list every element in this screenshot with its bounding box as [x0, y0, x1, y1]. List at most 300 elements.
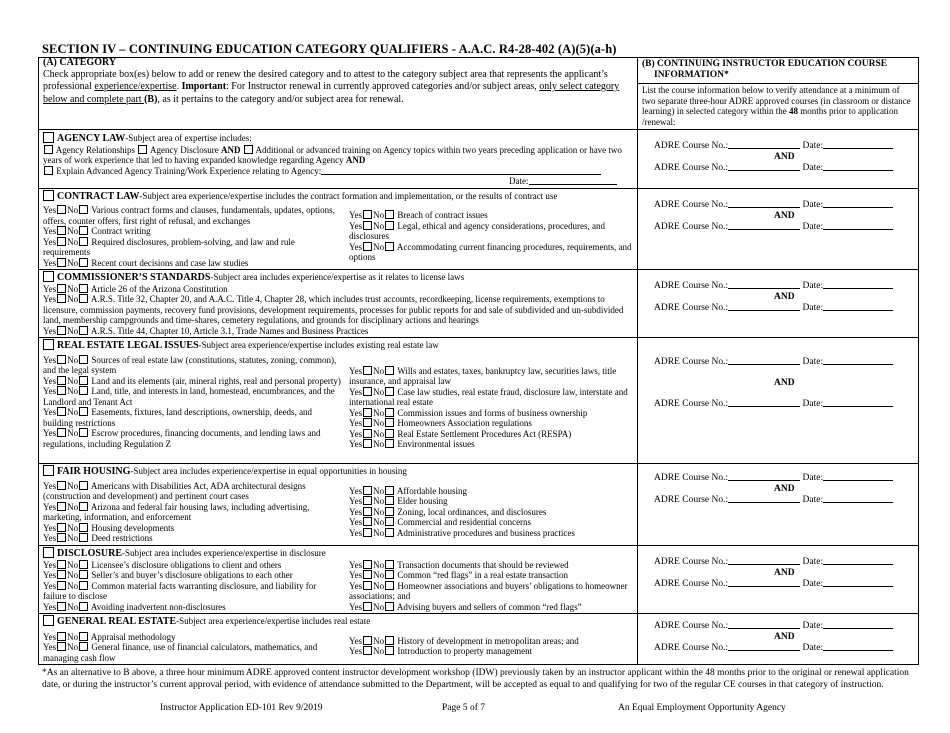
yes-checkbox[interactable]: [363, 602, 372, 611]
no-checkbox[interactable]: [385, 496, 394, 505]
yes-checkbox[interactable]: [363, 517, 372, 526]
yes-label: Yes: [349, 527, 363, 538]
legal-issues-checkbox[interactable]: [43, 339, 54, 350]
no-checkbox[interactable]: [385, 439, 394, 448]
date-label: Date:: [802, 141, 824, 151]
yes-label: Yes: [43, 631, 57, 642]
general-real-estate-title: GENERAL REAL ESTATE: [57, 616, 177, 627]
no-checkbox[interactable]: [385, 507, 394, 516]
disclosure-course-cell: [638, 546, 919, 614]
fair-housing-title: FAIR HOUSING: [57, 466, 131, 477]
course-no-field[interactable]: [728, 364, 800, 365]
course-no-field[interactable]: [728, 564, 800, 565]
subject-item-text: Zoning, local ordinances, and disclosures: [397, 506, 547, 517]
agency-date-field[interactable]: [529, 184, 617, 185]
subject-item-text: Housing developments: [91, 522, 175, 533]
date-label: Date:: [802, 281, 824, 291]
subject-item-text: Various contract forms and clauses, fundamentals, updates, options, offers, counter offers, first right of refusal, and exchanges: [43, 205, 335, 226]
yes-checkbox[interactable]: [363, 646, 372, 655]
no-checkbox[interactable]: [79, 284, 88, 293]
no-label: No: [67, 559, 79, 570]
yes-label: Yes: [43, 386, 57, 396]
subject-item: [43, 258, 341, 269]
course-no-label: ADRE Course No.:: [654, 281, 729, 291]
date-field[interactable]: [823, 229, 893, 230]
disclosure-desc: -Subject area includes experience/expertise in disclosure: [122, 548, 326, 558]
subject-item-text: Contract writing: [91, 226, 151, 236]
yes-checkbox[interactable]: [57, 226, 66, 235]
date-field[interactable]: [823, 288, 893, 289]
course-no-label: ADRE Course No.:: [654, 579, 729, 589]
commissioner-standards-title: COMMISSIONER’S STANDARDS: [57, 272, 211, 283]
subject-item: [349, 418, 633, 429]
no-checkbox[interactable]: [385, 366, 394, 375]
commissioner-standards-checkbox[interactable]: [43, 271, 54, 282]
course-no-field[interactable]: [728, 288, 800, 289]
agency-law-checkbox[interactable]: [43, 132, 54, 143]
agency-law-course-cell: [638, 130, 919, 189]
agency-disclosure-checkbox[interactable]: [138, 145, 147, 154]
yes-label: Yes: [43, 601, 57, 612]
subject-item-text: Required disclosures, problem-solving, and law and rule requirements: [43, 236, 295, 257]
course-no-label: ADRE Course No.:: [654, 357, 729, 367]
explain-agency-label: Explain Advanced Agency Training/Work Experience relating to Agency:: [56, 165, 322, 176]
subject-item: [43, 376, 341, 387]
subject-item: [349, 429, 633, 440]
subject-item-text: Commercial and residential concerns: [397, 517, 532, 527]
no-checkbox[interactable]: [79, 407, 88, 416]
yes-checkbox[interactable]: [363, 387, 372, 396]
date-field[interactable]: [823, 502, 893, 503]
commissioner-standards-cell: [39, 270, 638, 338]
yes-checkbox[interactable]: [57, 428, 66, 437]
course-entry-block: [642, 141, 914, 174]
yes-checkbox[interactable]: [57, 481, 66, 490]
no-checkbox[interactable]: [79, 376, 88, 385]
subject-item: [43, 523, 341, 534]
yes-checkbox[interactable]: [363, 496, 372, 505]
no-checkbox[interactable]: [79, 642, 88, 651]
date-field[interactable]: [823, 310, 893, 311]
subject-item: [43, 560, 341, 571]
no-checkbox[interactable]: [79, 523, 88, 532]
subject-item-text: General finance, use of financial calculators, mathematics, and managing cash flow: [43, 642, 318, 663]
no-label: No: [373, 241, 385, 252]
course-no-field[interactable]: [728, 406, 800, 407]
contract-law-desc: -Subject area experience/expertise includes the contract formation and implementation, or the results of contract use: [139, 190, 558, 201]
subject-item: [349, 408, 633, 419]
yes-checkbox[interactable]: [363, 439, 372, 448]
subject-item: [349, 387, 633, 408]
no-checkbox[interactable]: [385, 486, 394, 495]
yes-label: Yes: [349, 210, 363, 220]
subject-item-text: Environmental issues: [397, 439, 475, 449]
yes-checkbox[interactable]: [57, 523, 66, 532]
no-label: No: [67, 236, 79, 247]
disclosure-left-list: [43, 560, 345, 613]
no-checkbox[interactable]: [79, 632, 88, 641]
subject-item: [349, 602, 633, 613]
and-label: AND: [345, 155, 366, 165]
no-label: No: [373, 570, 385, 580]
explain-agency-checkbox[interactable]: [44, 166, 53, 175]
agency-disclosure-label: Agency Disclosure: [150, 144, 219, 155]
yes-label: Yes: [349, 220, 363, 231]
general-real-estate-desc: -Subject area experience/expertise includes real estate: [176, 616, 371, 626]
subject-item-text: Advising buyers and sellers of common “red flags”: [396, 601, 582, 612]
no-checkbox[interactable]: [79, 560, 88, 569]
no-checkbox[interactable]: [79, 481, 88, 490]
yes-checkbox[interactable]: [57, 205, 66, 214]
no-label: No: [67, 570, 79, 580]
date-label: Date:: [802, 303, 824, 313]
yes-checkbox[interactable]: [57, 237, 66, 246]
yes-checkbox[interactable]: [57, 602, 66, 611]
yes-label: Yes: [349, 386, 363, 397]
no-label: No: [67, 283, 79, 294]
yes-label: Yes: [349, 418, 363, 428]
agency-law-cell: [39, 130, 638, 189]
yes-label: Yes: [349, 496, 363, 506]
yes-label: Yes: [349, 485, 363, 496]
disclosure-title: DISCLOSURE: [57, 548, 123, 559]
fair-left-list: [43, 481, 345, 544]
subject-item-text: History of development in metropolitan areas; and: [397, 635, 579, 646]
footnote: *As an alternative to B above, a three hour minimum ADRE approved content instructor development workshop (IDW) previously taken by an instructor applicant within the 48 months prior to the original or renewal application date, or during the instructor’s current approval period, with evidence of attendance submitted to the Department, will be accepted as equal to and qualifying for two of the regular CE courses in that category of instruction.: [42, 668, 909, 690]
no-checkbox[interactable]: [385, 242, 394, 251]
date-label: Date:: [802, 643, 824, 653]
date-field[interactable]: [823, 564, 893, 565]
no-label: No: [67, 428, 79, 438]
yes-label: Yes: [349, 570, 363, 580]
course-no-field[interactable]: [728, 148, 800, 149]
no-checkbox[interactable]: [385, 636, 394, 645]
subject-item-text: Common “red flags” in a real estate transaction: [397, 570, 569, 580]
subject-item-text: Wills and estates, taxes, bankruptcy law, securities laws, title insurance, and appraisal law: [349, 365, 617, 386]
course-no-label: ADRE Course No.:: [654, 221, 729, 232]
yes-checkbox[interactable]: [57, 294, 66, 303]
course-no-label: ADRE Course No.:: [654, 557, 729, 567]
subject-item-text: Introduction to property management: [397, 646, 533, 656]
yes-checkbox[interactable]: [363, 581, 372, 590]
course-no-field[interactable]: [728, 310, 800, 311]
yes-checkbox[interactable]: [57, 355, 66, 364]
contract-left-list: [43, 205, 345, 268]
yes-label: Yes: [43, 559, 57, 570]
no-checkbox[interactable]: [385, 517, 394, 526]
no-checkbox[interactable]: [79, 355, 88, 364]
disclosure-checkbox[interactable]: [43, 547, 54, 558]
subject-item-text: Homeowners Association regulations: [397, 418, 532, 428]
date-label: Date:: [802, 399, 824, 409]
no-checkbox[interactable]: [385, 429, 394, 438]
yes-checkbox[interactable]: [57, 502, 66, 511]
subject-item: [43, 502, 341, 523]
subject-item-text: Legal, ethical and agency considerations, procedures, and disclosures: [349, 220, 606, 241]
no-label: No: [67, 407, 79, 417]
no-label: No: [373, 220, 385, 231]
yes-label: Yes: [43, 226, 57, 236]
no-checkbox[interactable]: [79, 502, 88, 511]
yes-label: Yes: [349, 635, 363, 646]
yes-checkbox[interactable]: [363, 528, 372, 537]
no-checkbox[interactable]: [79, 226, 88, 235]
yes-label: Yes: [43, 533, 57, 543]
no-label: No: [67, 533, 79, 543]
yes-checkbox[interactable]: [363, 486, 372, 495]
advanced-agency-label: Additional or advanced training on Agency topics within two years preceding application or have two years of work experience that led to having expanded knowledge regarding Agency: [43, 144, 622, 165]
fair-right-list: [345, 481, 633, 544]
no-checkbox[interactable]: [79, 326, 88, 335]
no-checkbox[interactable]: [385, 570, 394, 579]
no-label: No: [373, 527, 385, 538]
date-label: Date:: [802, 199, 824, 210]
subject-item: [43, 284, 633, 295]
yes-checkbox[interactable]: [57, 560, 66, 569]
and-label: AND: [774, 378, 795, 388]
yes-checkbox[interactable]: [363, 366, 372, 375]
no-label: No: [373, 365, 385, 376]
section-title: SECTION IV – CONTINUING EDUCATION CATEGORY QUALIFIERS - A.A.C. R4-28-402 (A)(5)(a-h): [42, 42, 617, 56]
no-checkbox[interactable]: [385, 646, 394, 655]
subject-item: [43, 533, 341, 544]
yes-checkbox[interactable]: [363, 560, 372, 569]
course-no-field[interactable]: [728, 229, 800, 230]
yes-label: Yes: [349, 428, 363, 439]
subject-item-text: Easements, fixtures, land descriptions, ownership, deeds, and building restrictions: [43, 407, 313, 428]
no-label: No: [67, 205, 79, 215]
no-checkbox[interactable]: [385, 528, 394, 537]
date-field[interactable]: [823, 628, 893, 629]
yes-checkbox[interactable]: [57, 533, 66, 542]
no-checkbox[interactable]: [79, 237, 88, 246]
no-label: No: [373, 485, 385, 496]
yes-label: Yes: [43, 480, 57, 491]
course-no-field[interactable]: [728, 207, 800, 208]
no-checkbox[interactable]: [79, 581, 88, 590]
course-no-field[interactable]: [728, 650, 800, 651]
yes-label: Yes: [43, 428, 57, 438]
yes-checkbox[interactable]: [57, 632, 66, 641]
date-field[interactable]: [823, 148, 893, 149]
and-label: AND: [774, 632, 795, 642]
no-checkbox[interactable]: [385, 581, 394, 590]
agency-date-label: Date:: [509, 176, 529, 186]
footer-agency: An Equal Employment Opportunity Agency: [618, 703, 786, 713]
subject-item: [43, 226, 341, 237]
legal-issues-course-cell: [638, 338, 919, 464]
no-checkbox[interactable]: [385, 418, 394, 427]
no-label: No: [67, 325, 79, 336]
no-checkbox[interactable]: [385, 408, 394, 417]
no-checkbox[interactable]: [385, 602, 394, 611]
no-checkbox[interactable]: [385, 210, 394, 219]
no-checkbox[interactable]: [79, 294, 88, 303]
commissioner-course-cell: [638, 270, 919, 338]
yes-checkbox[interactable]: [57, 407, 66, 416]
no-label: No: [373, 635, 385, 646]
yes-label: Yes: [43, 522, 57, 533]
yes-checkbox[interactable]: [363, 636, 372, 645]
yes-checkbox[interactable]: [57, 386, 66, 395]
course-entry-block: [642, 557, 914, 590]
no-label: No: [67, 386, 79, 396]
advanced-agency-checkbox[interactable]: [244, 145, 253, 154]
subject-item-text: Administrative procedures and business practices: [396, 527, 575, 538]
and-label: AND: [774, 484, 795, 494]
subject-item: [349, 570, 633, 581]
yes-label: Yes: [43, 580, 57, 591]
course-no-label: ADRE Course No.:: [654, 643, 729, 653]
footer-form-id: Instructor Application ED-101 Rev 9/2019: [160, 703, 323, 713]
date-field[interactable]: [823, 650, 893, 651]
date-field[interactable]: [823, 586, 893, 587]
and-label: AND: [221, 144, 241, 155]
yes-label: Yes: [43, 354, 57, 365]
contract-law-title: CONTRACT LAW: [57, 190, 140, 202]
yes-label: Yes: [349, 601, 363, 612]
subject-item-text: A.R.S. Title 44, Chapter 10, Article 3.1, Trade Names and Business Practices: [90, 325, 369, 336]
yes-checkbox[interactable]: [57, 376, 66, 385]
commissioner-standards-desc: -Subject area includes experience/expertise as it relates to license laws: [210, 272, 465, 282]
yes-checkbox[interactable]: [57, 570, 66, 579]
date-field[interactable]: [823, 480, 893, 481]
no-label: No: [373, 386, 385, 397]
yes-checkbox[interactable]: [57, 581, 66, 590]
footer-page-number: Page 5 of 7: [442, 703, 486, 713]
no-label: No: [373, 601, 385, 612]
yes-label: Yes: [349, 517, 363, 527]
no-label: No: [373, 407, 385, 418]
yes-label: Yes: [43, 325, 57, 336]
subject-item-text: Homeowner associations and buyers’ obligations to homeowner associations; and: [349, 580, 628, 601]
subject-item-text: Accommodating current financing procedures, requirements, and options: [349, 241, 632, 262]
no-checkbox[interactable]: [79, 602, 88, 611]
date-field[interactable]: [823, 207, 893, 208]
subject-item-text: Avoiding inadvertent non-disclosures: [90, 601, 226, 612]
agency-relationships-checkbox[interactable]: [44, 145, 53, 154]
yes-checkbox[interactable]: [57, 258, 66, 267]
subject-item: [43, 407, 341, 428]
contract-law-checkbox[interactable]: [43, 190, 54, 201]
course-no-label: ADRE Course No.:: [654, 303, 729, 313]
no-checkbox[interactable]: [79, 258, 88, 267]
subject-item: [349, 581, 633, 602]
yes-checkbox[interactable]: [363, 221, 372, 230]
explain-agency-field[interactable]: [321, 174, 601, 175]
course-no-field[interactable]: [728, 628, 800, 629]
yes-checkbox[interactable]: [363, 429, 372, 438]
subject-item-text: Seller’s and buyer’s disclosure obligations to each other: [91, 570, 293, 580]
no-label: No: [67, 257, 79, 268]
legal-issues-title: REAL ESTATE LEGAL ISSUES: [57, 340, 199, 351]
no-checkbox[interactable]: [79, 386, 88, 395]
general-real-estate-cell: [39, 614, 638, 665]
yes-checkbox[interactable]: [363, 418, 372, 427]
yes-label: Yes: [43, 375, 57, 386]
no-checkbox[interactable]: [385, 221, 394, 230]
subject-item-text: Case law studies, real estate fraud, disclosure law, interstate and international real estate: [349, 386, 628, 407]
no-label: No: [373, 517, 385, 527]
course-no-label: ADRE Course No.:: [654, 621, 729, 631]
subject-item: [43, 294, 633, 326]
course-entry-block: [642, 200, 914, 233]
no-checkbox[interactable]: [79, 570, 88, 579]
course-no-field[interactable]: [728, 502, 800, 503]
and-label: AND: [774, 292, 795, 302]
yes-checkbox[interactable]: [363, 570, 372, 579]
yes-checkbox[interactable]: [57, 284, 66, 293]
date-field[interactable]: [823, 170, 893, 171]
contract-law-course-cell: [638, 188, 919, 270]
no-checkbox[interactable]: [79, 428, 88, 437]
date-label: Date:: [802, 221, 824, 232]
course-no-label: ADRE Course No.:: [654, 495, 729, 505]
general-right-list: [345, 632, 633, 664]
no-label: No: [67, 294, 79, 304]
yes-checkbox[interactable]: [57, 642, 66, 651]
no-checkbox[interactable]: [385, 387, 394, 396]
yes-checkbox[interactable]: [363, 242, 372, 251]
subject-item-text: Common material facts warranting disclosure, and liability for failure to disclose: [43, 580, 317, 601]
no-label: No: [67, 354, 79, 365]
subject-item: [349, 210, 633, 221]
subject-item-text: Americans with Disabilities Act, ADA architectural designs (construction and development) and pertinent court cases: [43, 480, 306, 501]
subject-item-text: Transaction documents that should be reviewed: [397, 559, 569, 570]
general-real-estate-checkbox[interactable]: [43, 615, 54, 626]
contract-law-cell: [39, 188, 638, 270]
date-label: Date:: [802, 621, 824, 631]
yes-checkbox[interactable]: [57, 326, 66, 335]
subject-item-text: Real Estate Settlement Procedures Act (RESPA): [397, 428, 572, 439]
subject-item: [349, 507, 633, 518]
yes-checkbox[interactable]: [363, 210, 372, 219]
no-checkbox[interactable]: [79, 205, 88, 214]
subject-item-text: Arizona and federal fair housing laws, including advertising, marketing, information, and enforcement: [43, 501, 310, 522]
no-label: No: [373, 506, 385, 517]
no-label: No: [67, 522, 79, 533]
date-field[interactable]: [823, 364, 893, 365]
general-course-cell: [638, 614, 919, 665]
yes-checkbox[interactable]: [363, 507, 372, 516]
course-no-field[interactable]: [728, 170, 800, 171]
course-info-intro: List the course information below to verify attendance at a minimum of two separate three-hour ADRE approved courses (in classroom or distance learning) in selected category within the 48 months prior to application /renewal:: [642, 85, 911, 127]
course-entry-block: [642, 621, 914, 654]
subject-item: [349, 242, 633, 263]
course-no-field[interactable]: [728, 480, 800, 481]
fair-housing-cell: [39, 464, 638, 546]
date-label: Date:: [802, 357, 824, 367]
no-label: No: [67, 501, 79, 512]
general-left-list: [43, 632, 345, 664]
no-checkbox[interactable]: [385, 560, 394, 569]
yes-label: Yes: [43, 257, 57, 268]
legal-issues-desc: -Subject area experience/expertise includes existing real estate law: [198, 340, 439, 350]
no-checkbox[interactable]: [79, 533, 88, 542]
date-field[interactable]: [823, 406, 893, 407]
no-label: No: [67, 601, 79, 612]
subject-item: [349, 221, 633, 242]
course-no-field[interactable]: [728, 586, 800, 587]
fair-housing-checkbox[interactable]: [43, 465, 54, 476]
subject-item: [43, 237, 341, 258]
course-entry-block: [642, 357, 914, 410]
disclosure-right-list: [345, 560, 633, 613]
subject-item: [43, 481, 341, 502]
yes-checkbox[interactable]: [363, 408, 372, 417]
no-label: No: [67, 642, 79, 652]
subject-item-text: Elder housing: [397, 496, 448, 506]
